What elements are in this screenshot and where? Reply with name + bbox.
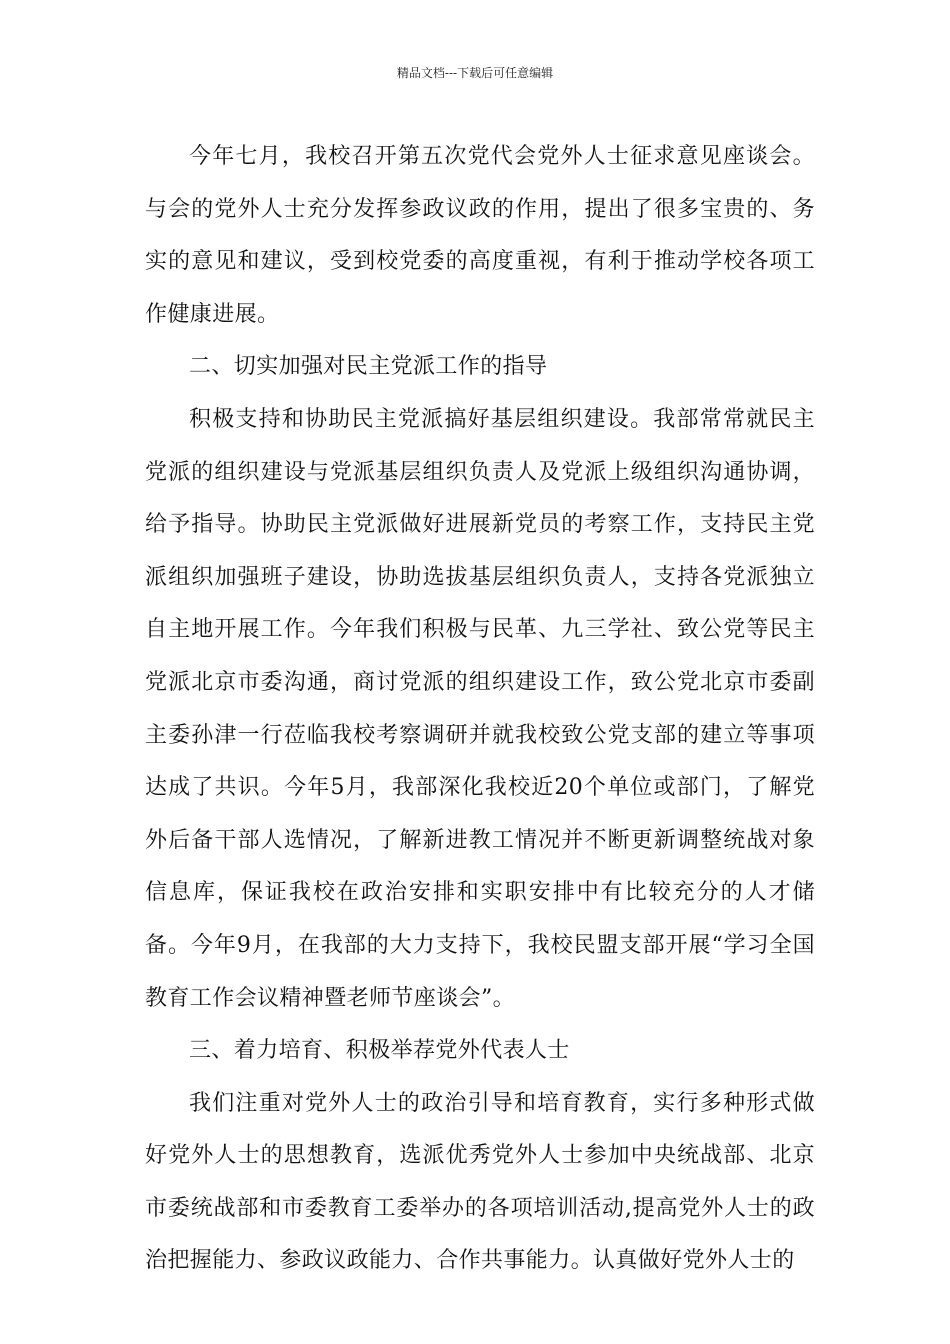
section-heading-3: 三、着力培育、积极举荐党外代表人士	[189, 1038, 570, 1064]
page-header: 精品文档---下载后可任意编辑	[396, 66, 554, 80]
paragraph-intro: 今年七月，我校召开第五次党代会党外人士征求意见座谈会。与会的党外人士充分发挥参政议政的作用，提出了很多宝贵的、务实的意见和建议，受到校党委的高度重视，有利于推动学校各项工作健康进展。	[145, 144, 815, 327]
paragraph-section-2: 积极支持和协助民主党派搞好基层组织建设。我部常常就民主党派的组织建设与党派基层组织负责人及党派上级组织沟通协调，给予指导。协助民主党派做好进展新党员的考察工作，支持民主党派组织加强班子建设，协助选拔基层组织负责人，支持各党派独立自主地开展工作。今年我们积极与民革、九三学社、致公党等民主党派北京市委沟通，商讨党派的组织建设工作，致公党北京市委副主委孙津一行莅临我校考察调研并就我校致公党支部的建立等事项达成了共识。今年5月，我部深化我校近20个单位或部门，了解党外后备干部人选情况，了解新进教工情况并不断更新调整统战对象信息库，保证我校在政治安排和实职安排中有比较充分的人才储备。今年9月，在我部的大力支持下，我校民盟支部开展“学习全国教育工作会议精神暨老师节座谈会”。	[145, 406, 815, 1011]
section-heading-2: 二、切实加强对民主党派工作的指导	[189, 354, 548, 380]
paragraph-section-3: 我们注重对党外人士的政治引导和培育教育，实行多种形式做好党外人士的思想教育，选派优秀党外人士参加中央统战部、北京市委统战部和市委教育工委举办的各项培训活动,提高党外人士的政治把握能力、参政议政能力、合作共事能力。认真做好党外人士的	[145, 1090, 815, 1274]
document-body	[145, 131, 815, 1288]
